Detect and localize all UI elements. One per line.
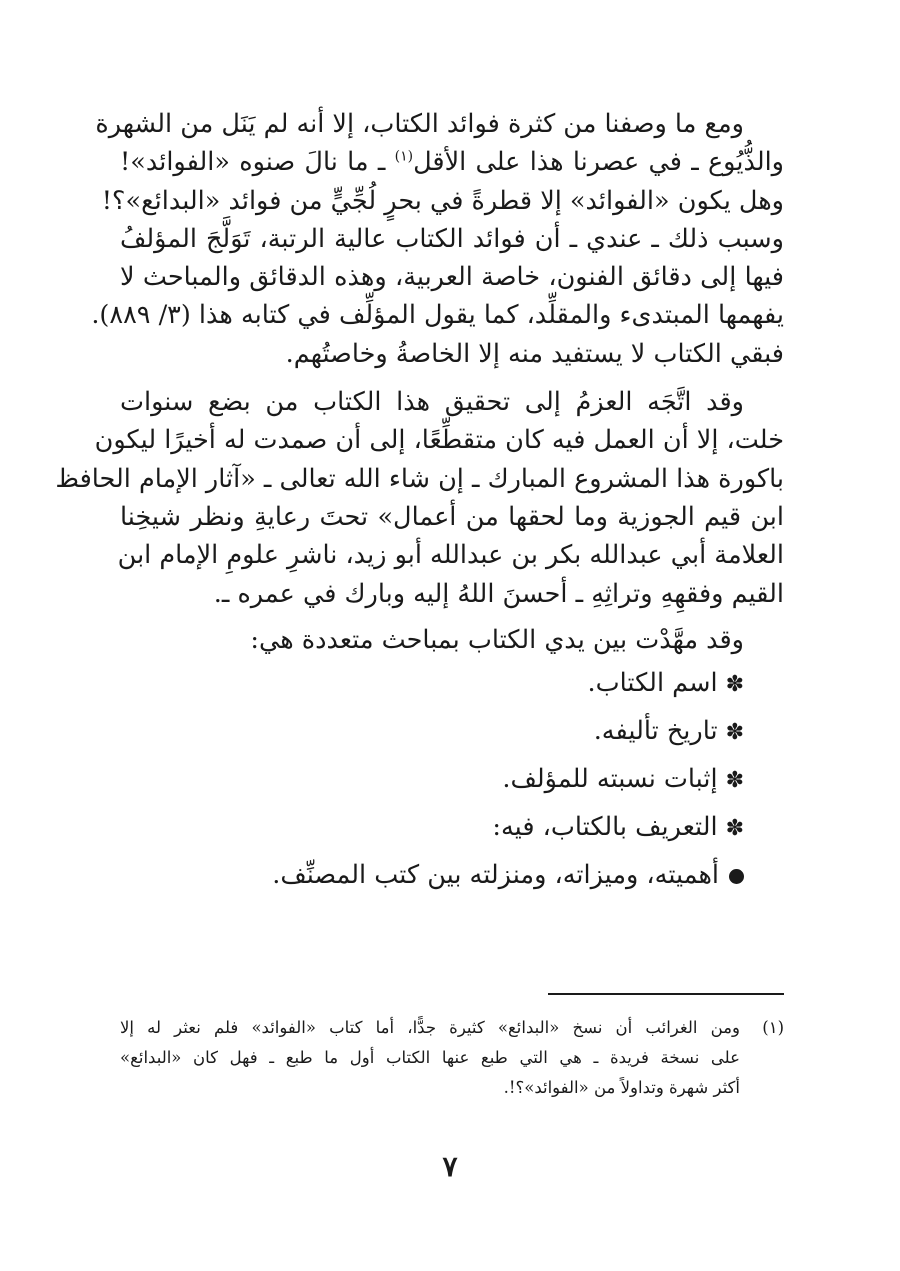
text-line-with-footnote [120,143,784,181]
list-item-label: التعريف بالكتاب، فيه: [492,812,718,843]
footnote-mark: (١) [762,1018,784,1037]
list-item [120,803,744,851]
list-item [120,707,744,755]
text-line: وقد اتَّجَه العزمُ إلى تحقيق هذا الكتاب من بضع سنوات [120,387,744,418]
paragraph-1 [91,105,784,373]
text-line: العلامة أبي عبدالله بكر بن عبدالله أبو زيد، ناشرِ علومِ الإمام ابن [117,540,784,571]
footnote-reference[interactable]: (١) [394,148,414,165]
topics-list [120,659,784,899]
text-segment: والذُّيُوع ـ في عصرنا هذا على الأقل [413,147,784,178]
star-bullet-icon: ✽ [725,768,744,794]
footnote-separator [548,993,784,995]
list-intro: وقد مهَّدْت بين يدي الكتاب بمباحث متعددة هي: [250,624,744,655]
text-line: ومع ما وصفنا من كثرة فوائد الكتاب، إلا أنه لم يَنَل من الشهرة [95,109,744,139]
text-line: وهل يكون «الفوائد» إلا قطرةً في بحرٍ لُجِّيٍّ من فوائد «البدائع»؟! [101,185,784,216]
text-line: فيها إلى دقائق الفنون، خاصة العربية، وهذه الدقائق والمباحث لا [120,262,784,293]
text-line: وسبب ذلك ـ عندي ـ أن فوائد الكتاب عالية الرتبة، تَوَلَّجَ المؤلفُ [120,223,784,254]
star-bullet-icon: ✽ [725,816,744,842]
filled-circle-bullet-icon [729,869,744,884]
footnotes [120,1013,784,1103]
footnote-line: على نسخة فريدة ـ هي التي طبع عنها الكتاب أول ما طبع ـ فهل كان «البدائع» [120,1048,740,1067]
list-item [120,659,744,707]
text-line: ابن قيم الجوزية وما لحقها من أعمال» تحتَ رعايةِ ونظر شيخِنا [120,501,784,532]
sub-list-item [120,851,744,899]
main-text [55,105,784,899]
list-item-label: إثبات نسبته للمؤلف. [502,764,718,795]
text-line: خلت، إلا أن العمل فيه كان متقطِّعًا، إلى أن صمدت له أخيرًا ليكون [94,425,784,456]
list-item-label: تاريخ تأليفه. [593,716,718,747]
list-item-label: اسم الكتاب. [587,668,718,699]
list-item [120,755,744,803]
text-line: يفهمها المبتدىء والمقلِّد، كما يقول المؤلِّف في كتابه هذا (٣/ ٨٨٩). [91,300,784,331]
footnote-line: ومن الغرائب أن نسخ «البدائع» كثيرة جدًّا، أما كتاب «الفوائد» فلم نعثر له إلا [120,1018,740,1037]
text-line: باكورة هذا المشروع المبارك ـ إن شاء الله تعالى ـ «آثار الإمام الحافظ [55,463,784,494]
footnote-line: أكثر شهرة وتداولاً من «الفوائد»؟!. [503,1078,740,1097]
page-number: ٧ [442,1150,458,1183]
sub-list-item-label: أهميته، وميزاته، ومنزلته بين كتب المصنِّف. [272,860,719,891]
star-bullet-icon: ✽ [725,720,744,746]
footnote [120,1013,784,1103]
text-segment: ـ ما نالَ صنوه «الفوائد»! [120,147,386,178]
text-line: فبقي الكتاب لا يستفيد منه إلا الخاصةُ وخاصتُهم. [285,338,784,369]
paragraph-2 [55,383,784,613]
star-bullet-icon: ✽ [725,672,744,698]
text-line: القيم وفقهِهِ وتراثِهِ ـ أحسنَ اللهُ إليه وبارك في عمره ـ. [213,578,784,609]
